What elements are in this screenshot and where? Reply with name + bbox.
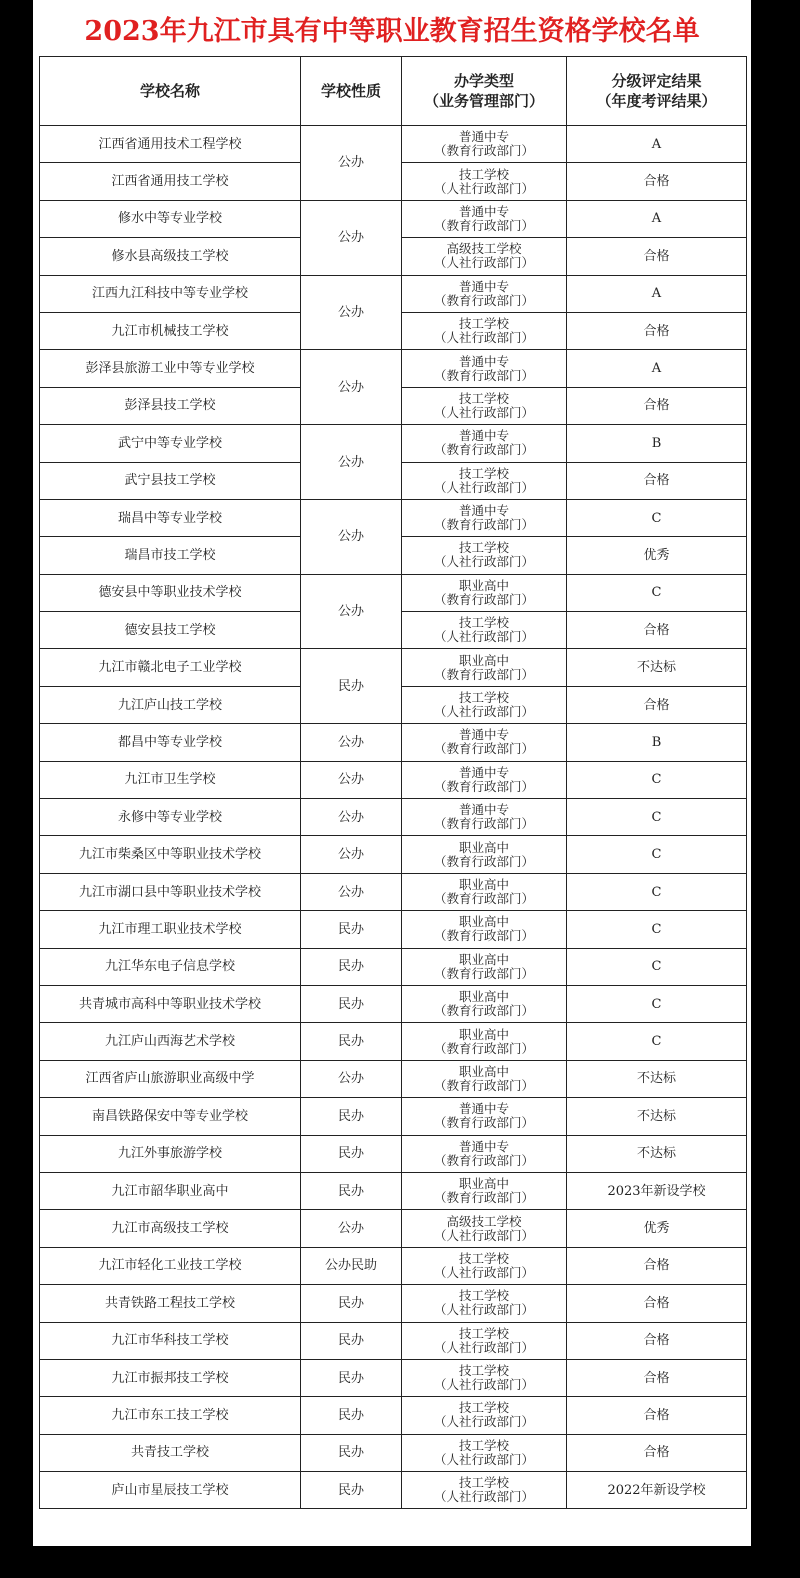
cell-school-nature: 民办 (301, 1322, 402, 1359)
type-department: （教育行政部门） (433, 442, 534, 458)
cell-grade-result: 合格 (567, 612, 747, 649)
type-name: 技工学校 (458, 1325, 509, 1341)
cell-school-nature: 公办 (301, 799, 402, 836)
table-row (40, 1172, 747, 1209)
type-name: 技工学校 (458, 1288, 509, 1304)
type-department: （人社行政部门） (433, 1414, 534, 1430)
cell-school-type (402, 649, 567, 686)
header-grade-line1: 分级评定结果 (611, 72, 702, 90)
type-name: 职业高中 (458, 989, 509, 1005)
type-name: 技工学校 (458, 390, 509, 406)
type-department: （人社行政部门） (433, 180, 534, 196)
type-department: （教育行政部门） (433, 591, 534, 607)
table-row (40, 911, 747, 948)
cell-school-type (402, 1322, 567, 1359)
type-department: （人社行政部门） (433, 1339, 534, 1355)
cell-grade-result: C (567, 911, 747, 948)
cell-school-nature: 民办 (301, 1135, 402, 1172)
cell-school-type (402, 799, 567, 836)
cell-school-nature: 公办 (301, 275, 402, 350)
cell-school-type (402, 911, 567, 948)
cell-school-nature: 公办 (301, 761, 402, 798)
cell-grade-result: B (567, 425, 747, 462)
type-department: （教育行政部门） (433, 292, 534, 308)
table-row (40, 574, 747, 611)
cell-school-type (402, 537, 567, 574)
table-row (40, 1434, 747, 1471)
type-department: （教育行政部门） (433, 928, 534, 944)
cell-school-nature: 公办 (301, 126, 402, 201)
table-body (40, 126, 747, 1509)
cell-school-name: 江西省通用技术工程学校 (40, 126, 301, 163)
type-name: 普通中专 (458, 1101, 509, 1117)
table-row (40, 1285, 747, 1322)
cell-school-name: 修水中等专业学校 (40, 200, 301, 237)
table-row (40, 985, 747, 1022)
table-row (40, 1098, 747, 1135)
type-department: （人社行政部门） (433, 1302, 534, 1318)
cell-school-nature: 民办 (301, 1359, 402, 1396)
type-name: 职业高中 (458, 877, 509, 892)
type-department: （教育行政部门） (433, 778, 534, 794)
cell-school-name: 德安县中等职业技术学校 (40, 574, 301, 611)
type-department: （教育行政部门） (433, 217, 534, 233)
cell-school-type (402, 425, 567, 462)
cell-school-type (402, 574, 567, 611)
table-row (40, 350, 747, 387)
table-row (40, 761, 747, 798)
cell-school-nature: 民办 (301, 1098, 402, 1135)
table-row (40, 1135, 747, 1172)
cell-school-name: 九江市高级技工学校 (40, 1210, 301, 1247)
cell-grade-result: 合格 (567, 387, 747, 424)
table-row (40, 948, 747, 985)
cell-school-type (402, 1359, 567, 1396)
cell-school-nature: 民办 (301, 948, 402, 985)
type-department: （人社行政部门） (433, 704, 534, 720)
type-name: 职业高中 (458, 914, 509, 930)
cell-grade-result: 不达标 (567, 1098, 747, 1135)
type-name: 普通中专 (458, 503, 509, 519)
cell-grade-result: 合格 (567, 1397, 747, 1434)
cell-grade-result: 合格 (567, 462, 747, 499)
cell-school-name: 九江市理工职业技术学校 (40, 911, 301, 948)
cell-school-nature: 民办 (301, 985, 402, 1022)
cell-grade-result: 不达标 (567, 1060, 747, 1097)
type-name: 普通中专 (458, 278, 509, 294)
cell-school-nature: 民办 (301, 1434, 402, 1471)
cell-school-type (402, 275, 567, 312)
table-row (40, 873, 747, 910)
cell-school-type (402, 686, 567, 723)
cell-school-type (402, 387, 567, 424)
table-row (40, 799, 747, 836)
cell-school-name: 彭泽县旅游工业中等专业学校 (40, 350, 301, 387)
cell-grade-result: C (567, 1023, 747, 1060)
cell-grade-result: 合格 (567, 1322, 747, 1359)
cell-school-nature: 公办 (301, 499, 402, 574)
type-department: （人社行政部门） (433, 255, 534, 271)
cell-school-nature: 公办 (301, 873, 402, 910)
cell-school-type (402, 985, 567, 1022)
header-school-type (402, 57, 567, 126)
cell-school-nature: 公办 (301, 1060, 402, 1097)
cell-school-nature: 公办民助 (301, 1247, 402, 1284)
cell-school-name: 九江市赣北电子工业学校 (40, 649, 301, 686)
cell-school-type (402, 1434, 567, 1471)
type-name: 职业高中 (458, 1063, 509, 1079)
cell-school-nature: 公办 (301, 836, 402, 873)
type-department: （教育行政部门） (433, 143, 534, 159)
cell-school-name: 永修中等专业学校 (40, 799, 301, 836)
cell-school-nature: 公办 (301, 1210, 402, 1247)
cell-school-nature: 公办 (301, 200, 402, 275)
table-row (40, 1023, 747, 1060)
cell-grade-result: A (567, 275, 747, 312)
cell-grade-result: 合格 (567, 1434, 747, 1471)
type-name: 技工学校 (458, 615, 509, 631)
cell-grade-result: A (567, 126, 747, 163)
type-department: （教育行政部门） (433, 367, 534, 383)
table-header-row (40, 57, 747, 126)
cell-school-name: 庐山市星辰技工学校 (40, 1472, 301, 1509)
cell-school-type (402, 1247, 567, 1284)
cell-school-name: 南昌铁路保安中等专业学校 (40, 1098, 301, 1135)
document-sheet (33, 0, 751, 1546)
type-name: 技工学校 (458, 1363, 509, 1379)
cell-school-type (402, 1285, 567, 1322)
cell-school-name: 九江市湖口县中等职业技术学校 (40, 873, 301, 910)
type-name: 高级技工学校 (446, 1213, 522, 1229)
cell-school-type (402, 724, 567, 761)
cell-school-nature: 民办 (301, 649, 402, 724)
cell-school-name: 九江市东工技工学校 (40, 1397, 301, 1434)
cell-grade-result: C (567, 761, 747, 798)
cell-school-nature: 民办 (301, 1285, 402, 1322)
cell-school-type (402, 612, 567, 649)
type-name: 技工学校 (458, 1475, 509, 1491)
cell-school-type (402, 499, 567, 536)
cell-school-name: 瑞昌市技工学校 (40, 537, 301, 574)
type-department: （人社行政部门） (433, 1451, 534, 1467)
type-name: 技工学校 (458, 465, 509, 481)
header-type-line2: （业务管理部门） (423, 92, 544, 110)
cell-school-name: 共青城市高科中等职业技术学校 (40, 985, 301, 1022)
table-row (40, 1247, 747, 1284)
cell-grade-result: 合格 (567, 238, 747, 275)
cell-school-type (402, 873, 567, 910)
type-department: （人社行政部门） (433, 404, 534, 420)
cell-school-name: 彭泽县技工学校 (40, 387, 301, 424)
header-school-name: 学校名称 (40, 57, 301, 126)
type-name: 技工学校 (458, 1437, 509, 1453)
cell-grade-result: 合格 (567, 163, 747, 200)
cell-school-type (402, 1023, 567, 1060)
cell-school-name: 江西省庐山旅游职业高级中学 (40, 1060, 301, 1097)
type-department: （人社行政部门） (433, 479, 534, 495)
header-grade-result (567, 57, 747, 126)
type-department: （人社行政部门） (433, 629, 534, 645)
cell-school-name: 江西九江科技中等专业学校 (40, 275, 301, 312)
type-name: 普通中专 (458, 203, 509, 219)
type-name: 技工学校 (458, 166, 509, 182)
type-name: 普通中专 (458, 764, 509, 780)
cell-grade-result: 合格 (567, 686, 747, 723)
type-name: 职业高中 (458, 652, 509, 668)
type-department: （教育行政部门） (433, 1077, 534, 1093)
type-department: （教育行政部门） (433, 1190, 534, 1206)
cell-school-type (402, 1172, 567, 1209)
cell-school-name: 武宁县技工学校 (40, 462, 301, 499)
cell-school-type (402, 350, 567, 387)
cell-school-name: 瑞昌中等专业学校 (40, 499, 301, 536)
cell-school-name: 九江市韶华职业高中 (40, 1172, 301, 1209)
cell-school-name: 共青技工学校 (40, 1434, 301, 1471)
cell-school-name: 九江市华科技工学校 (40, 1322, 301, 1359)
cell-school-nature: 民办 (301, 1472, 402, 1509)
school-table (39, 56, 747, 1509)
cell-school-nature: 民办 (301, 1023, 402, 1060)
cell-school-name: 共青铁路工程技工学校 (40, 1285, 301, 1322)
cell-grade-result: 合格 (567, 1247, 747, 1284)
cell-school-type (402, 163, 567, 200)
cell-grade-result: C (567, 574, 747, 611)
cell-school-name: 九江市机械技工学校 (40, 312, 301, 349)
cell-grade-result: C (567, 948, 747, 985)
cell-school-type (402, 836, 567, 873)
type-department: （教育行政部门） (433, 1003, 534, 1019)
type-name: 职业高中 (458, 951, 509, 967)
type-name: 普通中专 (458, 428, 509, 444)
type-name: 普通中专 (458, 802, 509, 818)
table-row (40, 1322, 747, 1359)
cell-grade-result: A (567, 200, 747, 237)
cell-grade-result: 不达标 (567, 649, 747, 686)
table-row (40, 1472, 747, 1509)
cell-school-type (402, 1210, 567, 1247)
type-name: 技工学校 (458, 690, 509, 706)
type-department: （教育行政部门） (433, 1152, 534, 1168)
type-department: （教育行政部门） (433, 517, 534, 533)
type-name: 技工学校 (458, 1400, 509, 1416)
cell-grade-result: B (567, 724, 747, 761)
cell-grade-result: 2022年新设学校 (567, 1472, 747, 1509)
cell-school-name: 江西省通用技工学校 (40, 163, 301, 200)
type-name: 技工学校 (458, 316, 509, 332)
table-row (40, 200, 747, 237)
table-row (40, 1359, 747, 1396)
table-row (40, 1210, 747, 1247)
type-department: （教育行政部门） (433, 816, 534, 832)
cell-school-name: 修水县高级技工学校 (40, 238, 301, 275)
cell-school-name: 九江庐山技工学校 (40, 686, 301, 723)
cell-school-name: 九江市卫生学校 (40, 761, 301, 798)
type-name: 职业高中 (458, 1026, 509, 1042)
page-title: 2023年九江市具有中等职业教育招生资格学校名单 (84, 15, 700, 47)
cell-grade-result: C (567, 873, 747, 910)
cell-school-nature: 公办 (301, 350, 402, 425)
cell-school-nature: 公办 (301, 425, 402, 500)
cell-grade-result: C (567, 499, 747, 536)
table-row (40, 425, 747, 462)
cell-grade-result: C (567, 799, 747, 836)
cell-grade-result: 优秀 (567, 1210, 747, 1247)
type-department: （教育行政部门） (433, 1115, 534, 1131)
cell-school-name: 九江市轻化工业技工学校 (40, 1247, 301, 1284)
cell-school-type (402, 462, 567, 499)
type-department: （人社行政部门） (433, 1227, 534, 1243)
header-type-line1: 办学类型 (453, 72, 514, 90)
type-department: （人社行政部门） (433, 1377, 534, 1393)
type-name: 普通中专 (458, 1138, 509, 1154)
table-row (40, 836, 747, 873)
type-department: （人社行政部门） (433, 1264, 534, 1280)
type-department: （教育行政部门） (433, 853, 534, 869)
type-name: 技工学校 (458, 540, 509, 556)
cell-school-type (402, 948, 567, 985)
cell-grade-result: C (567, 836, 747, 873)
table-row (40, 126, 747, 163)
table-row (40, 499, 747, 536)
cell-grade-result: 合格 (567, 1359, 747, 1396)
table-row (40, 1060, 747, 1097)
cell-school-type (402, 1397, 567, 1434)
cell-school-type (402, 312, 567, 349)
cell-school-name: 九江庐山西海艺术学校 (40, 1023, 301, 1060)
cell-school-type (402, 1472, 567, 1509)
type-name: 普通中专 (458, 727, 509, 743)
cell-grade-result: 2023年新设学校 (567, 1172, 747, 1209)
cell-school-name: 九江市振邦技工学校 (40, 1359, 301, 1396)
table-row (40, 1397, 747, 1434)
table-row (40, 724, 747, 761)
type-name: 普通中专 (458, 353, 509, 369)
cell-school-name: 九江华东电子信息学校 (40, 948, 301, 985)
type-department: （人社行政部门） (433, 1489, 534, 1505)
cell-school-nature: 民办 (301, 911, 402, 948)
cell-school-name: 武宁中等专业学校 (40, 425, 301, 462)
cell-school-nature: 公办 (301, 574, 402, 649)
table-row (40, 649, 747, 686)
type-department: （人社行政部门） (433, 554, 534, 570)
cell-school-name: 都昌中等专业学校 (40, 724, 301, 761)
cell-school-type (402, 200, 567, 237)
header-grade-line2: （年度考评结果） (596, 92, 717, 110)
cell-school-name: 九江市柴桑区中等职业技术学校 (40, 836, 301, 873)
type-name: 职业高中 (458, 1176, 509, 1192)
type-name: 高级技工学校 (446, 241, 522, 257)
cell-school-type (402, 126, 567, 163)
cell-school-nature: 民办 (301, 1172, 402, 1209)
cell-school-name: 德安县技工学校 (40, 612, 301, 649)
cell-school-nature: 公办 (301, 724, 402, 761)
type-department: （教育行政部门） (433, 891, 534, 906)
cell-grade-result: C (567, 985, 747, 1022)
type-department: （教育行政部门） (433, 741, 534, 757)
cell-grade-result: 合格 (567, 1285, 747, 1322)
type-name: 普通中专 (458, 129, 509, 145)
cell-grade-result: A (567, 350, 747, 387)
type-name: 技工学校 (458, 1250, 509, 1266)
table-row (40, 275, 747, 312)
cell-school-type (402, 238, 567, 275)
cell-grade-result: 合格 (567, 312, 747, 349)
type-department: （教育行政部门） (433, 666, 534, 682)
type-name: 职业高中 (458, 577, 509, 593)
cell-school-type (402, 761, 567, 798)
cell-grade-result: 不达标 (567, 1135, 747, 1172)
cell-grade-result: 优秀 (567, 537, 747, 574)
type-department: （教育行政部门） (433, 1040, 534, 1056)
cell-school-type (402, 1060, 567, 1097)
header-school-nature: 学校性质 (301, 57, 402, 126)
cell-school-nature: 民办 (301, 1397, 402, 1434)
type-name: 职业高中 (458, 839, 509, 855)
cell-school-type (402, 1098, 567, 1135)
cell-school-type (402, 1135, 567, 1172)
type-department: （人社行政部门） (433, 330, 534, 346)
cell-school-name: 九江外事旅游学校 (40, 1135, 301, 1172)
type-department: （教育行政部门） (433, 965, 534, 981)
